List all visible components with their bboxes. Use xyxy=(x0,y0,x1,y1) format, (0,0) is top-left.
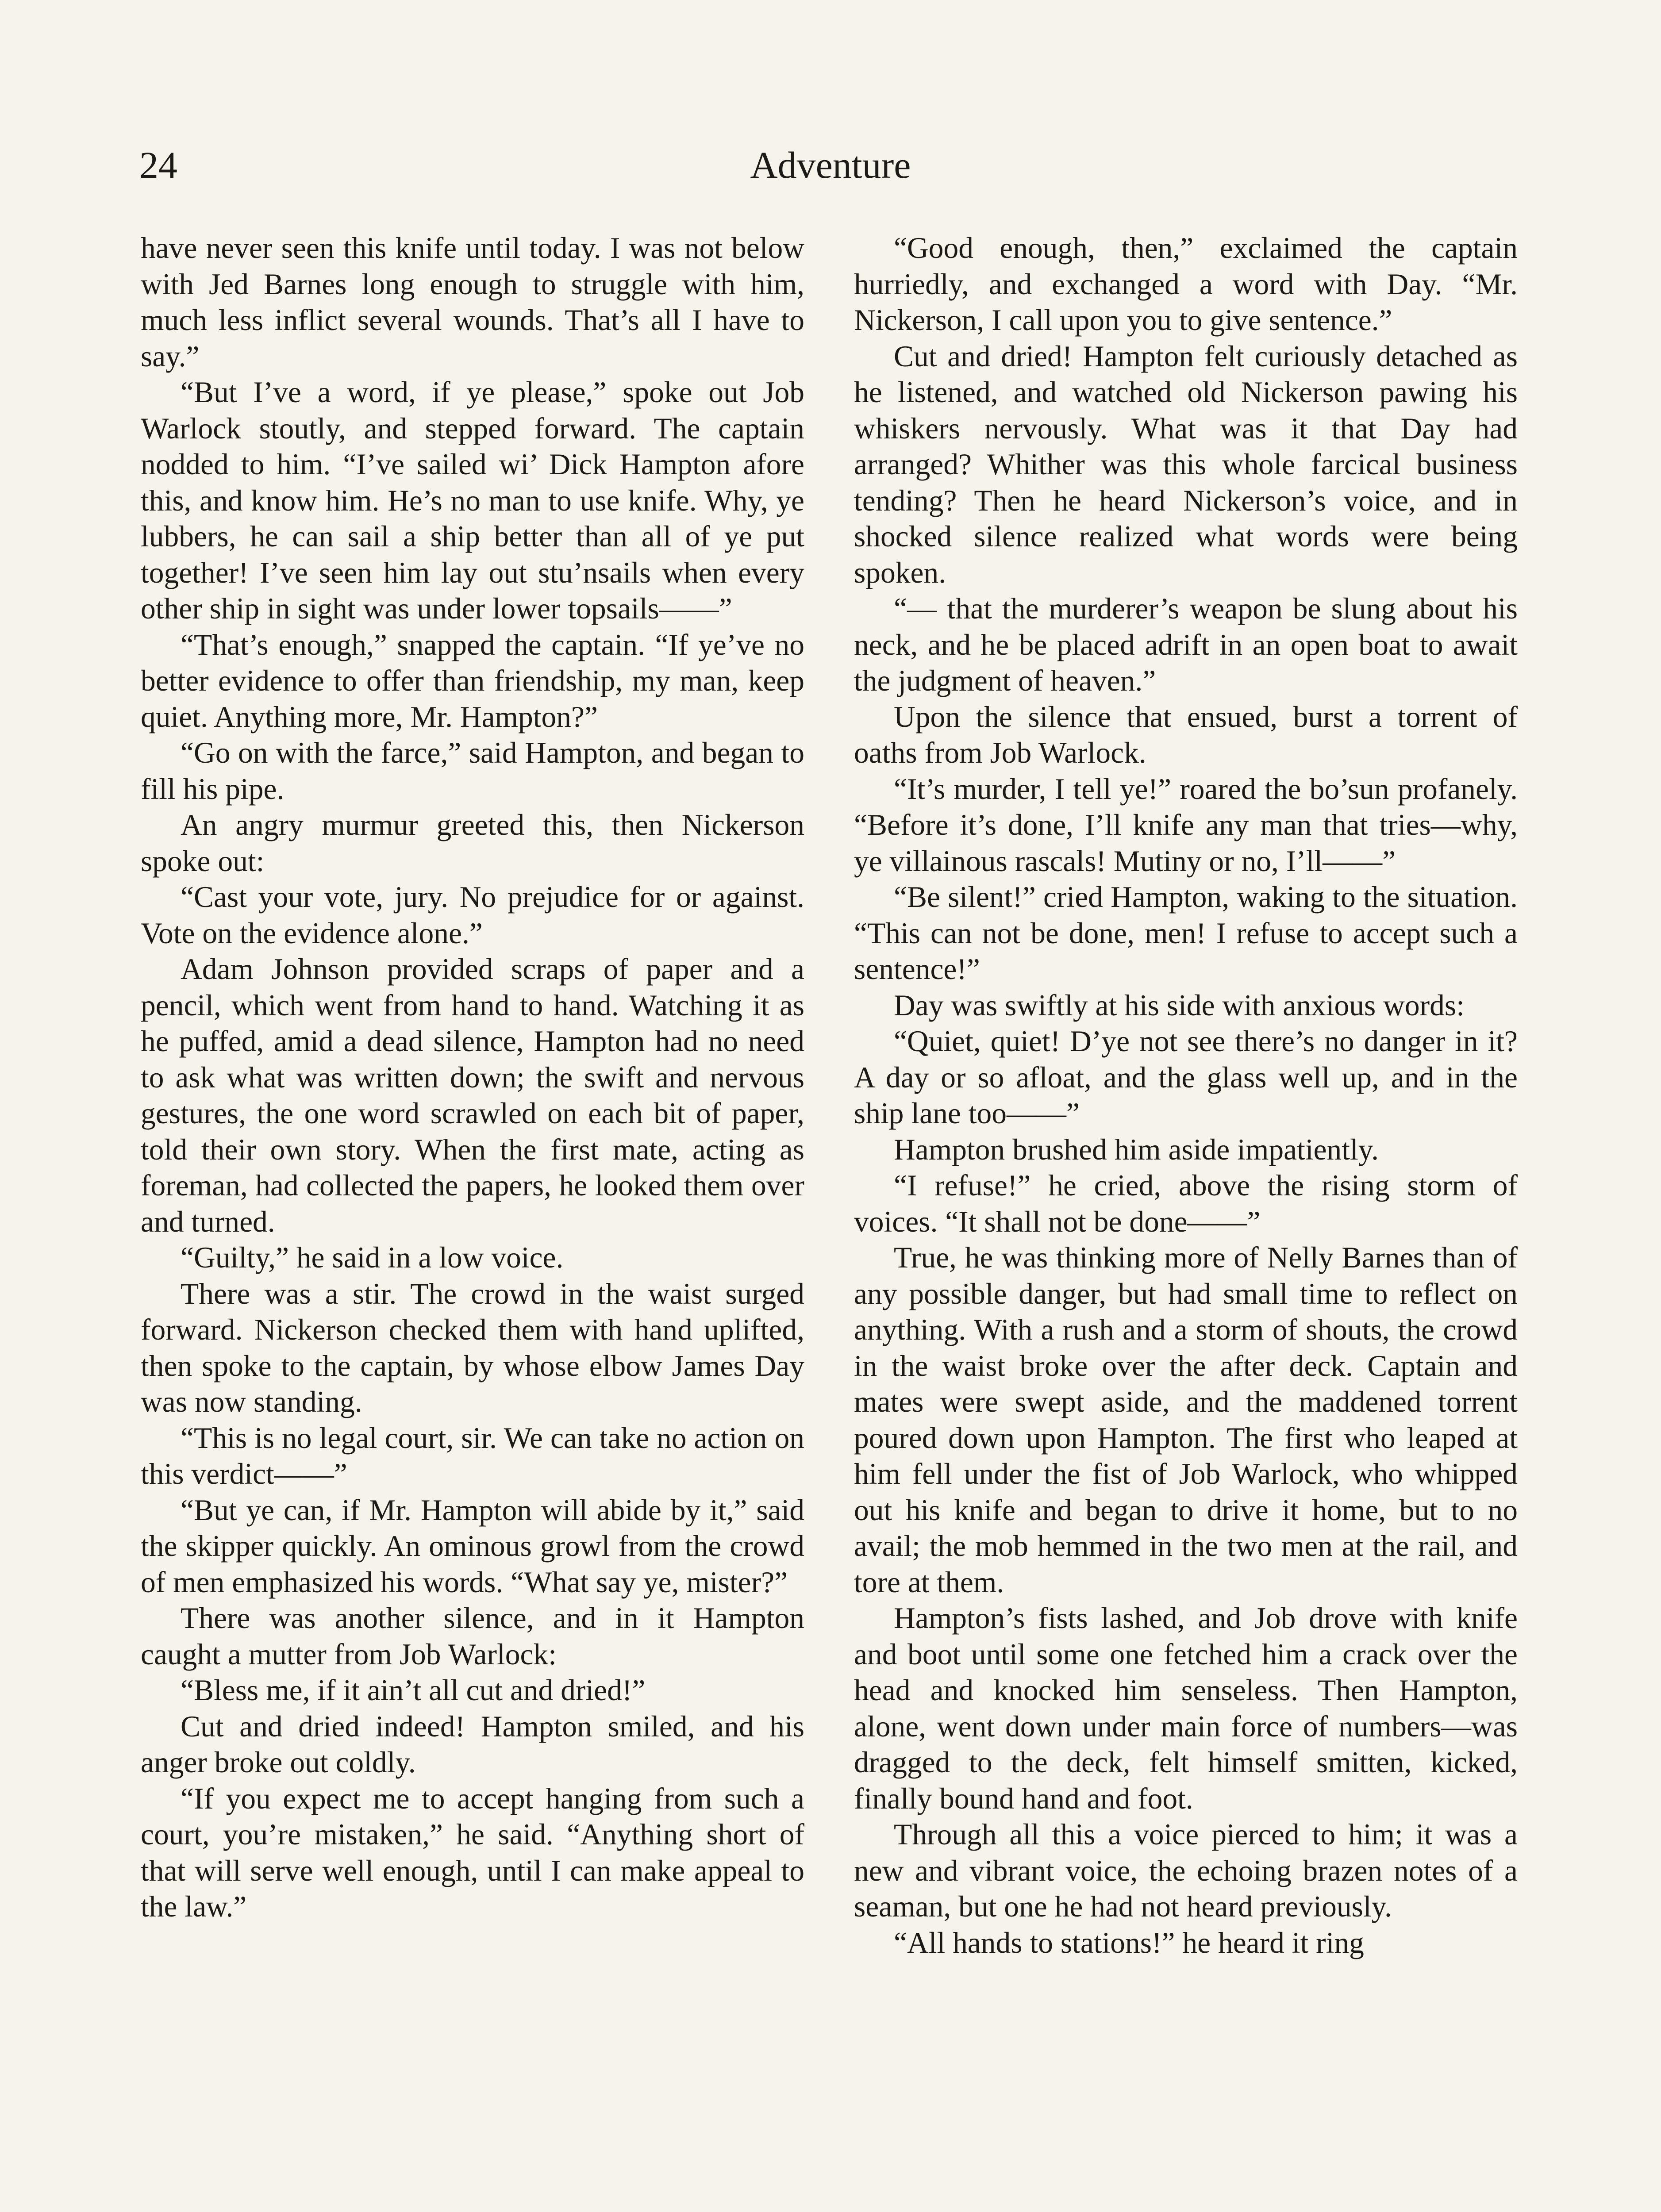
paragraph: “That’s enough,” snapped the captain. “If ye’ve no better evidence to offer than friendship, my man, keep quiet. Anything more, Mr. Hampton?” xyxy=(141,628,804,733)
paragraph: “Good enough, then,” exclaimed the captain hurriedly, and exchanged a word with Day. “Mr. Nickerson, I call upon you to give sentence.” xyxy=(854,231,1518,337)
paragraph: True, he was thinking more of Nelly Barnes than of any possible danger, but had small time to reflect on anything. With a rush and a storm of shouts, the crowd in the waist broke over the after deck. Captain and mates were swept aside, and the maddened torrent poured down upon Hampton. The first who leaped at him fell under the fist of Job Warlock, who whipped out his knife and began to drive it home, but to no avail; the mob hemmed in the two men at the rail, and tore at them. xyxy=(854,1241,1518,1599)
paragraph: There was another silence, and in it Hampton caught a mutter from Job Warlock: xyxy=(141,1601,804,1671)
paragraph: “Quiet, quiet! D’ye not see there’s no danger in it? A day or so afloat, and the glass well up, and in the ship lane too——” xyxy=(854,1025,1518,1130)
paragraph: “If you expect me to accept hanging from such a court, you’re mistaken,” he said. “Anything short of that will serve well enough, until I can make appeal to the law.” xyxy=(141,1782,804,1923)
page-number: 24 xyxy=(139,144,177,186)
running-title: Adventure xyxy=(750,144,911,186)
paragraph: “Be silent!” cried Hampton, waking to the situation. “This can not be done, men! I refuse to accept such a sentence!” xyxy=(854,880,1518,986)
paragraph: “Guilty,” he said in a low voice. xyxy=(181,1241,564,1274)
paragraph: “Cast your vote, jury. No prejudice for or against. Vote on the evidence alone.” xyxy=(141,880,804,950)
paragraph: “I refuse!” he cried, above the rising storm of voices. “It shall not be done——” xyxy=(854,1169,1518,1238)
paragraph: “It’s murder, I tell ye!” roared the bo’sun profanely. “Before it’s done, I’ll knife any man that tries—why, ye villainous rascals! Mutiny or no, I’ll——” xyxy=(854,772,1518,878)
paragraph: There was a stir. The crowd in the waist surged forward. Nickerson checked them with hand uplifted, then spoke to the captain, by whose elbow James Day was now standing. xyxy=(141,1277,804,1418)
paragraph: “But I’ve a word, if ye please,” spoke out Job Warlock stoutly, and stepped forward. The captain nodded to him. “I’ve sailed wi’ Dick Hampton afore this, and know him. He’s no man to use knife. Why, ye lubbers, he can sail a ship better than all of ye put together! I’ve seen him lay out stu’nsails when every other ship in sight was under lower topsails——” xyxy=(141,376,804,625)
paragraph: “Go on with the farce,” said Hampton, and began to fill his pipe. xyxy=(141,736,804,806)
left-text-column xyxy=(141,230,804,1925)
paragraph: Hampton’s fists lashed, and Job drove with knife and boot until some one fetched him a crack over the head and knocked him senseless. Then Hampton, alone, went down under main force of numbers—was dragged to the deck, felt himself smitten, kicked, finally bound hand and foot. xyxy=(854,1601,1518,1815)
paragraph: “— that the murderer’s weapon be slung about his neck, and he be placed adrift in an open boat to await the judgment of heaven.” xyxy=(854,592,1518,697)
paragraph: Upon the silence that ensued, burst a torrent of oaths from Job Warlock. xyxy=(854,700,1518,769)
paragraph: Cut and dried! Hampton felt curiously detached as he listened, and watched old Nickerson pawing his whiskers nervously. What was it that Day had arranged? Whither was this whole farcical business tending? Then he heard Nickerson’s voice, and in shocked silence realized what words were being spoken. xyxy=(854,339,1518,589)
paragraph: Cut and dried indeed! Hampton smiled, and his anger broke out coldly. xyxy=(141,1709,804,1779)
paragraph: Day was swiftly at his side with anxious words: xyxy=(894,988,1465,1022)
paragraph: “But ye can, if Mr. Hampton will abide by it,” said the skipper quickly. An ominous growl from the crowd of men emphasized his words. “What say ye, mister?” xyxy=(141,1493,804,1599)
paragraph: Hampton brushed him aside impatiently. xyxy=(894,1133,1379,1166)
right-text-column xyxy=(854,230,1518,1961)
paragraph: Adam Johnson provided scraps of paper and a pencil, which went from hand to hand. Watching it as he puffed, amid a dead silence, Hampton had no need to ask what was written down; the swift and nervous gestures, the one word scrawled on each bit of paper, told their own story. When the first mate, acting as foreman, had collected the papers, he looked them over and turned. xyxy=(141,952,804,1238)
paragraph: An angry murmur greeted this, then Nickerson spoke out: xyxy=(141,808,804,878)
paragraph: “All hands to stations!” he heard it ring xyxy=(894,1926,1364,1959)
paragraph: have never seen this knife until today. I was not below with Jed Barnes long enough to struggle with him, much less inflict several wounds. That’s all I have to say.” xyxy=(141,231,804,373)
paragraph: “This is no legal court, sir. We can take no action on this verdict——” xyxy=(141,1421,804,1490)
paragraph: “Bless me, if it ain’t all cut and dried!” xyxy=(181,1674,646,1707)
paragraph: Through all this a voice pierced to him; it was a new and vibrant voice, the echoing brazen notes of a seaman, but one he had not heard previously. xyxy=(854,1818,1518,1923)
